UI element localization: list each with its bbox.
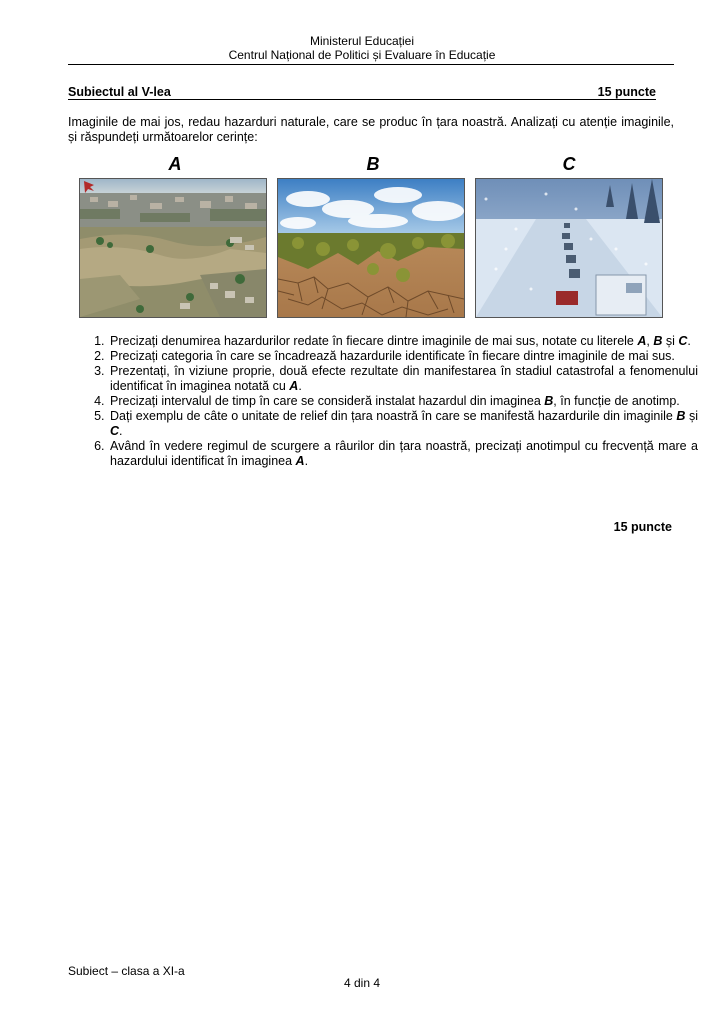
image-label-a: A bbox=[168, 154, 182, 174]
photo-flood bbox=[79, 178, 267, 318]
intro-paragraph: Imaginile de mai jos, redau hazarduri naturale, care se produc în țara noastră. Analizați cu atenție imaginile, și răspundeți următoarelor cerințe: bbox=[68, 115, 674, 144]
document-header bbox=[0, 34, 724, 62]
subject-title: Subiectul al V-lea bbox=[68, 85, 171, 99]
footer-subject: Subiect – clasa a XI-a bbox=[68, 964, 185, 978]
subject-underline bbox=[68, 99, 656, 100]
header-divider bbox=[68, 64, 674, 65]
requirements-list bbox=[84, 334, 698, 469]
subject-points: 15 puncte bbox=[597, 85, 656, 99]
requirement-5: 5. Dați exemplu de câte o unitate de relief din țara noastră în care se manifestă hazardurile din imaginile B și C. bbox=[108, 409, 698, 439]
image-label-c: C bbox=[562, 154, 576, 174]
requirement-2: 2. Precizați categoria în care se încadrează hazardurile identificate în fiecare dintre imaginile de mai sus. bbox=[108, 349, 698, 364]
subject-heading bbox=[68, 85, 656, 100]
header-center: Centrul Național de Politici și Evaluare în Educație bbox=[228, 48, 496, 62]
requirement-3: 3. Prezentați, în viziune proprie, două efecte rezultate din manifestarea în stadiul catastrofal a fenomenului identificat în imaginea notată cu A. bbox=[108, 364, 698, 394]
header-ministry: Ministerul Educației bbox=[309, 34, 415, 48]
page-number: 4 din 4 bbox=[343, 976, 381, 990]
photo-drought bbox=[277, 178, 465, 318]
requirement-6: 6. Având în vedere regimul de scurgere a râurilor din țara noastră, precizați anotimpul cu frecvență mare a hazardului identificat în imaginea A. bbox=[108, 439, 698, 469]
total-points: 15 puncte bbox=[613, 520, 672, 534]
photo-blizzard bbox=[475, 178, 663, 318]
requirement-1: 1. Precizați denumirea hazardurilor redate în fiecare dintre imaginile de mai sus, notate cu literele A, B și C. bbox=[108, 334, 698, 349]
image-label-b: B bbox=[366, 154, 380, 174]
requirement-4: 4. Precizați intervalul de timp în care se consideră instalat hazardul din imaginea B, în funcție de anotimp. bbox=[108, 394, 698, 409]
